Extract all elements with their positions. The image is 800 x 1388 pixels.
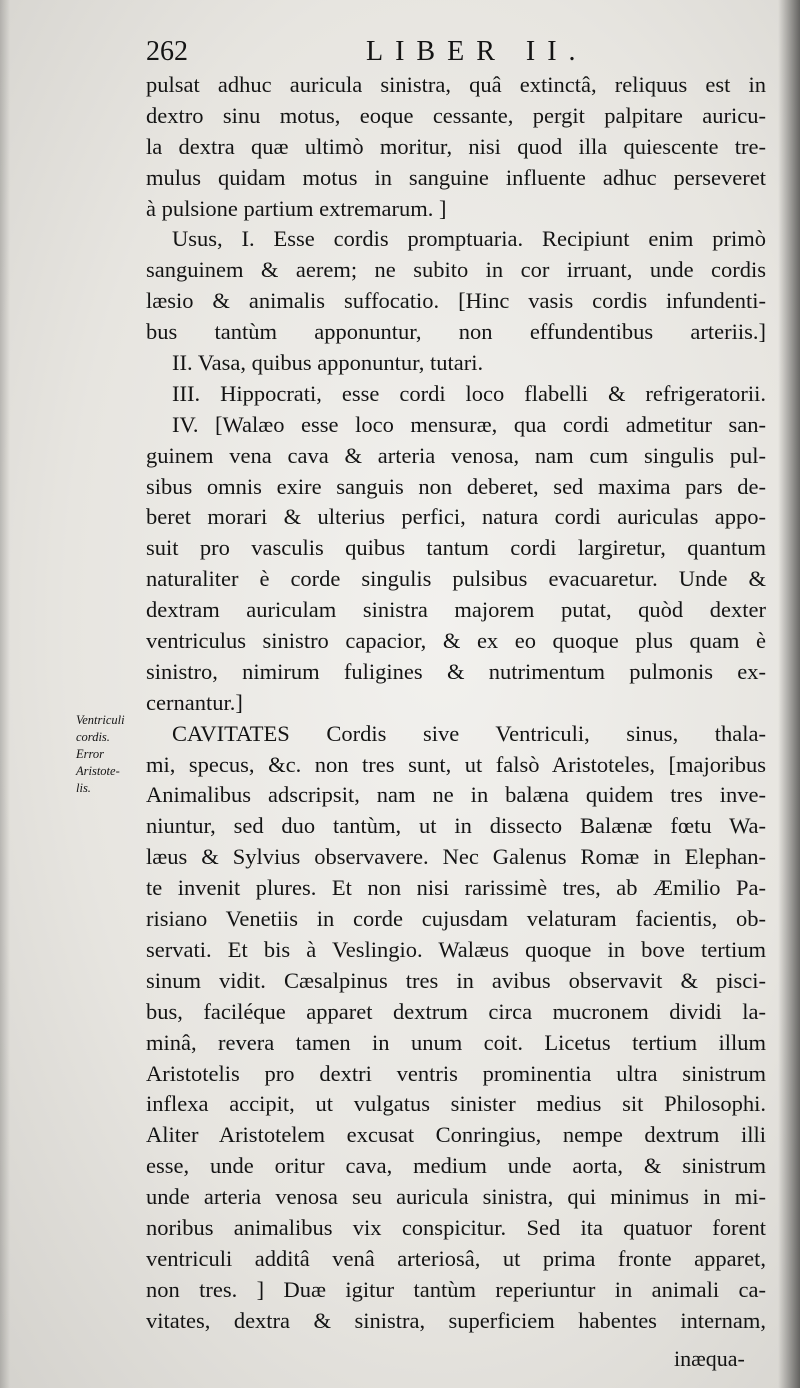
gutter-shadow bbox=[778, 0, 800, 1388]
text-line: beret morari & ulterius perfici, natura cordi auriculas appo- bbox=[146, 504, 766, 530]
text-line: II. Vasa, quibus apponuntur, tutari. bbox=[172, 350, 484, 376]
text-line: læsio & animalis suffocatio. [Hinc vasis cordis infundenti- bbox=[146, 288, 766, 314]
text-line: la dextra quæ ultimò moritur, nisi quod illa quiescente tre- bbox=[146, 133, 766, 159]
text-line: noribus animalibus vix conspicitur. Sed ita quatuor forent bbox=[146, 1214, 766, 1240]
text-line: unde arteria venosa seu auricula sinistra, qui minimus in mi- bbox=[146, 1184, 766, 1210]
page-header bbox=[146, 34, 766, 68]
text-line: IV. [Walæo esse loco mensuræ, qua cordi admetitur san- bbox=[172, 411, 766, 437]
text-line: CAVITATES Cordis sive Ventriculi, sinus, thala- bbox=[172, 720, 766, 746]
text-line: bus tantùm apponuntur, non effundentibus arteriis.] bbox=[146, 319, 766, 345]
text-line: guinem vena cava & arteria venosa, nam cum singulis pul- bbox=[146, 442, 766, 468]
text-line: mi, specus, &c. non tres sunt, ut falsò Aristoteles, [majoribus bbox=[146, 751, 766, 777]
text-line: sinum vidit. Cæsalpinus tres in avibus observavit & pisci- bbox=[146, 967, 766, 993]
text-line: ventriculi additâ venâ arteriosâ, ut prima fronte apparet, bbox=[146, 1245, 766, 1271]
text-line: sibus omnis exire sanguis non deberet, sed maxima pars de- bbox=[146, 473, 766, 499]
body-text bbox=[146, 70, 766, 1337]
margin-note-line: Error bbox=[76, 747, 105, 761]
text-line: sanguinem & aerem; ne subito in cor irruant, unde cordis bbox=[146, 257, 766, 283]
text-line: te invenit plures. Et non nisi rarissimè tres, ab Æmilio Pa- bbox=[146, 875, 766, 901]
margin-note-line: Aristote- bbox=[76, 764, 120, 778]
text-line: esse, unde oritur cava, medium unde aorta, & sinistrum bbox=[146, 1153, 766, 1179]
text-line: Usus, I. Esse cordis promptuaria. Recipiunt enim primò bbox=[172, 226, 766, 252]
page-number: 262 bbox=[146, 36, 188, 67]
text-line: III. Hippocrati, esse cordi loco flabelli & refrigeratorii. bbox=[172, 380, 766, 406]
text-line: non tres. ] Duæ igitur tantùm reperiuntur in animali ca- bbox=[146, 1276, 766, 1302]
text-line: inflexa accipit, ut vulgatus sinister medius sit Philosophi. bbox=[146, 1091, 766, 1117]
margin-note-line: Ventriculi bbox=[76, 713, 125, 727]
text-line: dextro sinu motus, eoque cessante, pergit palpitare auricu- bbox=[146, 102, 766, 128]
text-line: servati. Et bis à Veslingio. Walæus quoque in bove tertium bbox=[146, 936, 766, 962]
text-line: vitates, dextra & sinistra, superficiem habentes internam, bbox=[146, 1307, 766, 1333]
text-line: pulsat adhuc auricula sinistra, quâ extinctâ, reliquus est in bbox=[146, 72, 766, 97]
text-line: mulus quidam motus in sanguine influente adhuc perseveret bbox=[146, 164, 766, 190]
text-line: bus, faciléque apparet dextrum circa mucronem dividi la- bbox=[146, 998, 766, 1024]
text-line: minâ, revera tamen in unum coit. Licetus tertium illum bbox=[146, 1029, 766, 1055]
running-head: LIBER II. bbox=[366, 36, 588, 67]
text-line: cernantur.] bbox=[146, 689, 243, 715]
text-line: niuntur, sed duo tantùm, ut in dissecto Balænæ fœtu Wa- bbox=[146, 813, 766, 839]
text-line: naturaliter è corde singulis pulsibus evacuaretur. Unde & bbox=[146, 566, 766, 592]
text-line: Aristotelis pro dextri ventris prominentia ultra sinistrum bbox=[146, 1060, 766, 1086]
text-line: suit pro vasculis quibus tantum cordi largiretur, quantum bbox=[146, 535, 766, 561]
margin-note bbox=[76, 712, 142, 797]
margin-note-line: lis. bbox=[76, 781, 91, 795]
text-line: à pulsione partium extremarum. ] bbox=[146, 195, 447, 221]
catchword: inæqua- bbox=[674, 1346, 745, 1371]
text-line: ventriculus sinistro capacior, & ex eo quoque plus quam è bbox=[146, 628, 766, 654]
text-line: sinistro, nimirum fuligines & nutrimentum pulmonis ex- bbox=[146, 658, 766, 684]
page-edge-shadow bbox=[0, 0, 10, 1388]
margin-note-line: cordis. bbox=[76, 730, 110, 744]
text-line: Aliter Aristotelem excusat Conringius, nempe dextrum illi bbox=[146, 1122, 766, 1148]
text-line: læus & Sylvius observavere. Nec Galenus Romæ in Elephan- bbox=[146, 844, 766, 870]
text-line: dextram auriculam sinistra majorem putat, quòd dexter bbox=[146, 597, 766, 623]
text-line: Animalibus adscripsit, nam ne in balæna quidem tres inve- bbox=[146, 782, 766, 808]
text-line: risiano Venetiis in corde cujusdam velaturam facientis, ob- bbox=[146, 906, 766, 932]
